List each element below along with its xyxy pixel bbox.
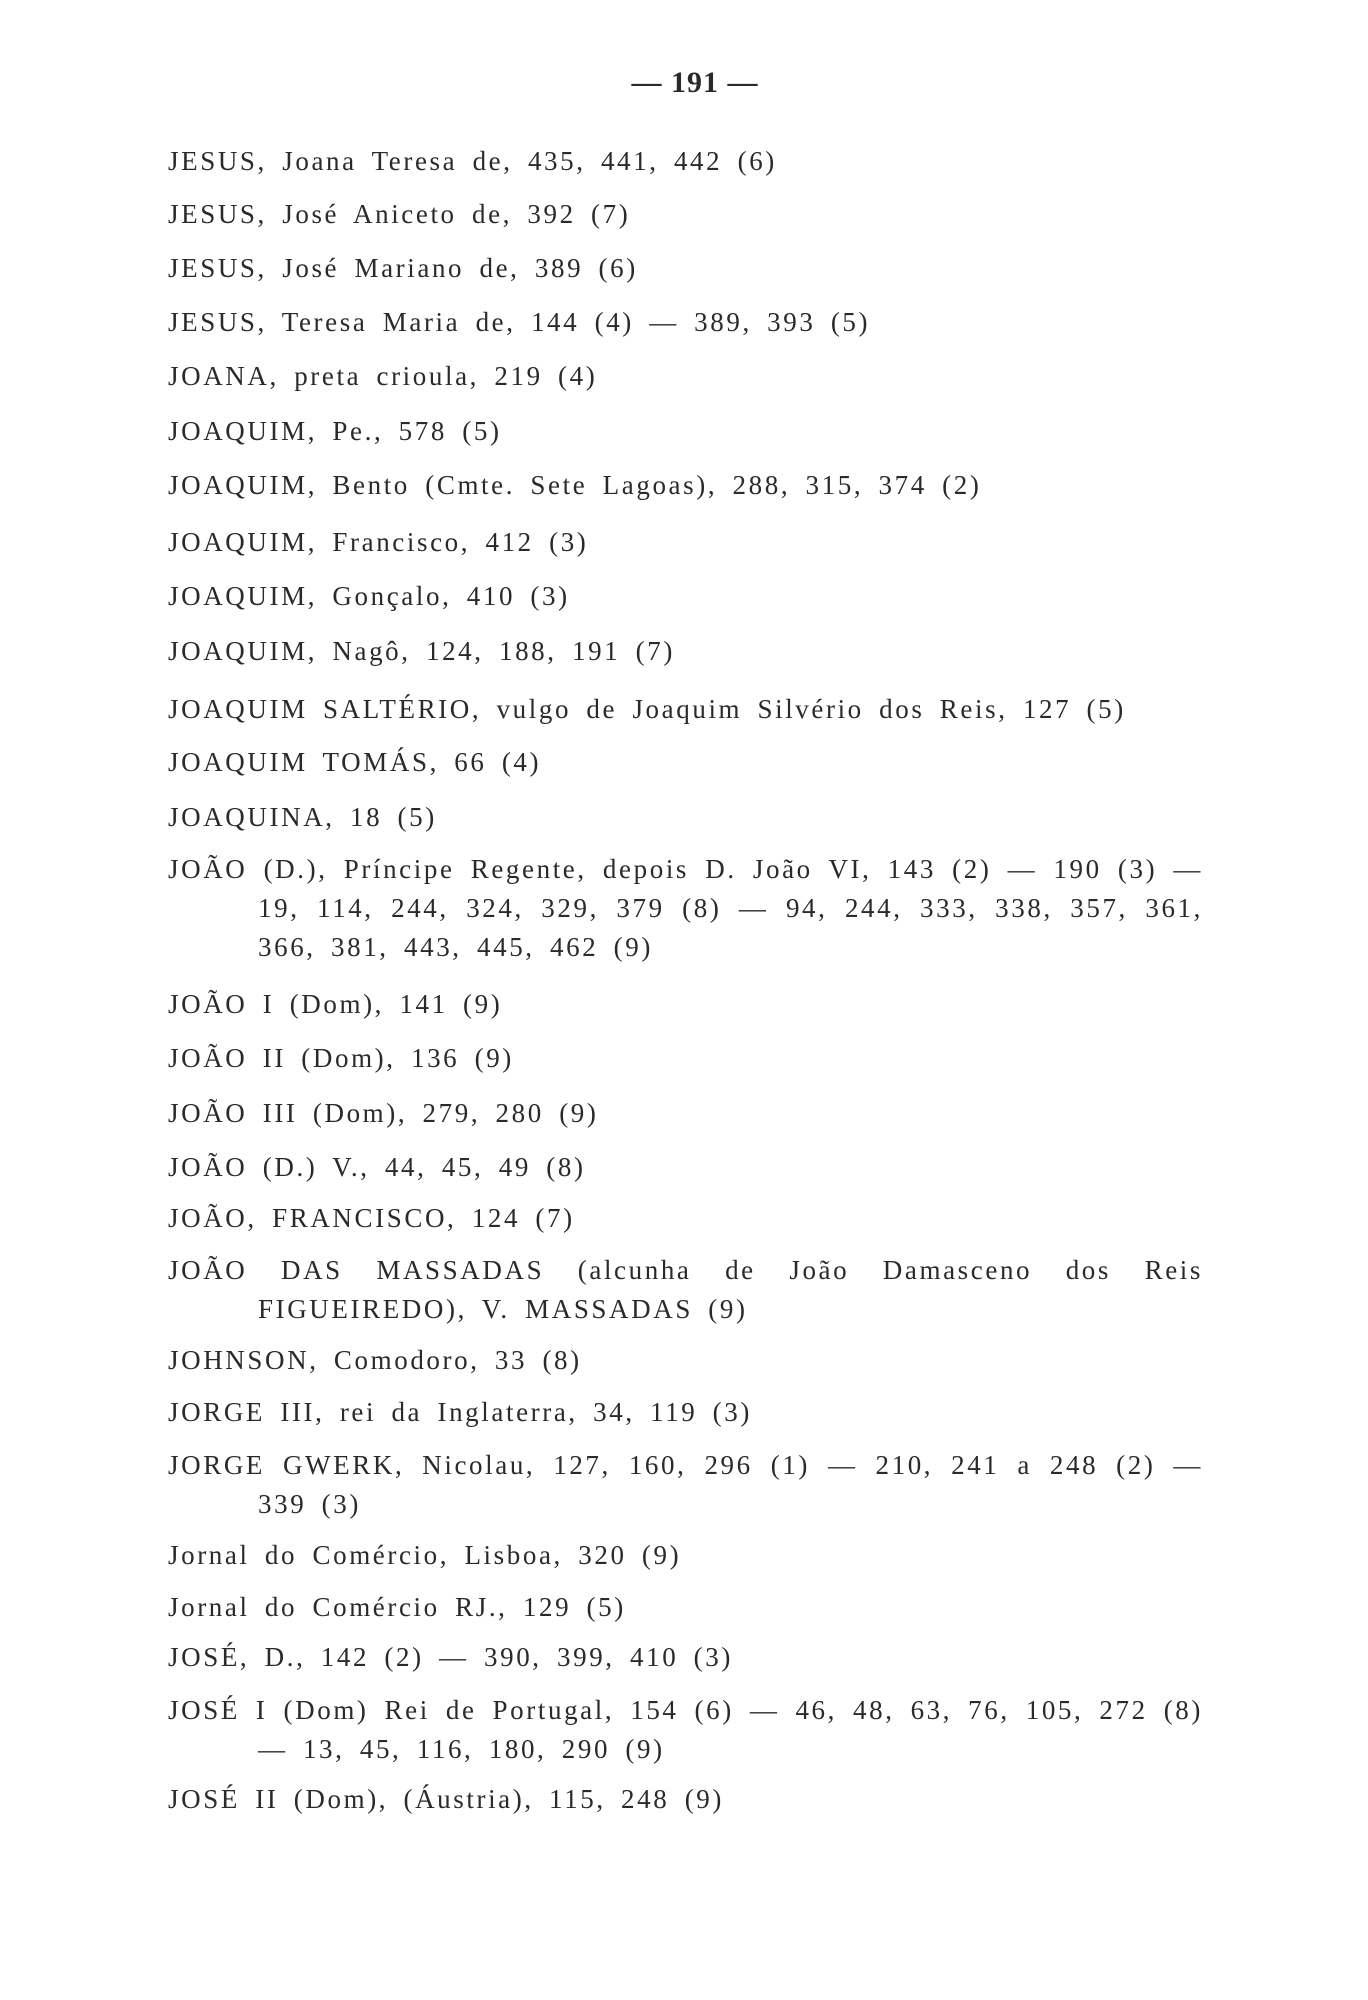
index-entry: JORGE GWERK, Nicolau, 127, 160, 296 (1) — 210, 241 a 248 (2) — 339 (3) xyxy=(168,1450,1203,1519)
index-entry: JOAQUIM, Nagô, 124, 188, 191 (7) xyxy=(168,636,675,666)
index-entry: JOANA, preta crioula, 219 (4) xyxy=(168,361,598,391)
index-entry: JOAQUIM, Gonçalo, 410 (3) xyxy=(168,581,570,611)
index-entry: JOAQUINA, 18 (5) xyxy=(168,802,437,832)
index-entry: JOSÉ II (Dom), (Áustria), 115, 248 (9) xyxy=(168,1784,724,1814)
index-entry: JESUS, José Aniceto de, 392 (7) xyxy=(168,199,631,229)
index-entry: Jornal do Comércio, Lisboa, 320 (9) xyxy=(168,1540,682,1570)
index-entry: JOSÉ, D., 142 (2) — 390, 399, 410 (3) xyxy=(168,1642,733,1672)
index-entry: JOÃO I (Dom), 141 (9) xyxy=(168,989,503,1019)
index-entry: JOÃO III (Dom), 279, 280 (9) xyxy=(168,1098,599,1128)
index-entry: JOAQUIM, Francisco, 412 (3) xyxy=(168,527,589,557)
index-entry: JORGE III, rei da Inglaterra, 34, 119 (3) xyxy=(168,1397,752,1427)
page-number: — 191 — xyxy=(631,66,759,99)
index-entry: JOÃO (D.) V., 44, 45, 49 (8) xyxy=(168,1152,586,1182)
index-entry: JOÃO DAS MASSADAS (alcunha de João Damasceno dos Reis FIGUEIREDO), V. MASSADAS (9) xyxy=(168,1255,1203,1324)
index-entry: JESUS, Joana Teresa de, 435, 441, 442 (6) xyxy=(168,146,777,176)
index-entry: JOAQUIM SALTÉRIO, vulgo de Joaquim Silvério dos Reis, 127 (5) xyxy=(168,694,1126,724)
index-entry: JESUS, Teresa Maria de, 144 (4) — 389, 393 (5) xyxy=(168,307,871,337)
index-entry: JOAQUIM, Pe., 578 (5) xyxy=(168,416,502,446)
index-entry: JESUS, José Mariano de, 389 (6) xyxy=(168,253,638,283)
index-entry: JOÃO, FRANCISCO, 124 (7) xyxy=(168,1203,575,1233)
index-entry: Jornal do Comércio RJ., 129 (5) xyxy=(168,1592,626,1622)
index-entry: JOAQUIM TOMÁS, 66 (4) xyxy=(168,747,542,777)
index-entry: JOÃO (D.), Príncipe Regente, depois D. João VI, 143 (2) — 190 (3) — 19, 114, 244, 324, 329, 379 (8) — 94, 244, 333, 338, 357, 361, 366, 381, 443, 445, 462 (9) xyxy=(168,854,1203,962)
index-entry: JOÃO II (Dom), 136 (9) xyxy=(168,1043,514,1073)
index-entry: JOAQUIM, Bento (Cmte. Sete Lagoas), 288, 315, 374 (2) xyxy=(168,470,982,500)
index-entry: JOSÉ I (Dom) Rei de Portugal, 154 (6) — 46, 48, 63, 76, 105, 272 (8) — 13, 45, 116, 180, 290 (9) xyxy=(168,1695,1203,1764)
index-entry: JOHNSON, Comodoro, 33 (8) xyxy=(168,1345,582,1375)
